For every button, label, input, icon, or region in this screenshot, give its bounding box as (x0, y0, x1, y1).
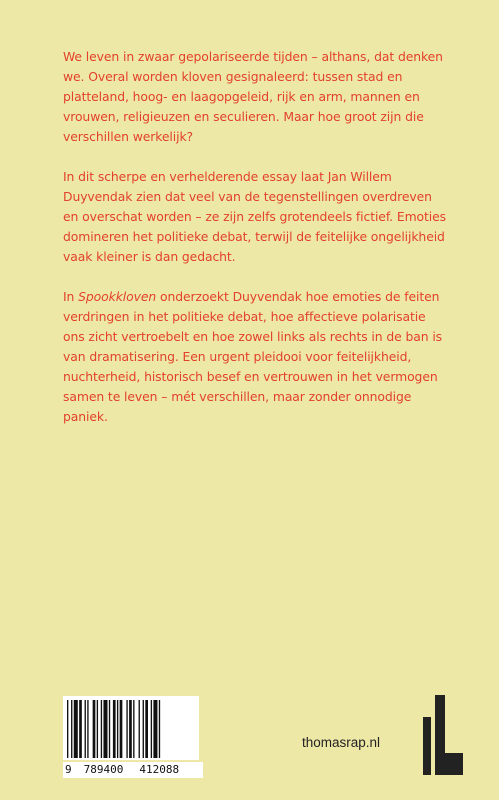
barcode-bar (159, 700, 160, 758)
barcode-bar (143, 700, 144, 758)
isbn-digits-right: 412088 (139, 763, 180, 776)
book-title-italic: Spookkloven (78, 289, 157, 304)
barcode-bar (79, 700, 82, 758)
barcode-bar (93, 700, 96, 758)
barcode-bar (85, 700, 86, 758)
blurb-paragraph-2: In dit scherpe en verhelderende essay laat Jan Willem Duyvendak zien dat veel van de tegenstellingen overdreven en overschat worden – ze zijn zelfs grotendeels fictief. Emoties domineren het politieke debat, terwijl de feitelijke ongelijkheid vaak kleiner is dan gedacht. (63, 169, 447, 264)
isbn-number (63, 762, 203, 778)
blurb-p3-prefix: In (63, 289, 79, 304)
barcode-bar (103, 700, 107, 758)
barcode-bar (153, 700, 157, 758)
barcode-bar (67, 700, 68, 758)
barcode-bar (97, 700, 98, 758)
barcode-bar (101, 700, 102, 758)
blurb-paragraph-1: We leven in zwaar gepolariseerde tijden – althans, dat denken we. Overal worden kloven gesignaleerd: tussen stad en platteland, hoog- en laagopgeleid, rijk en arm, mannen en vrouwen, religieuzen en seculieren. Maar hoe groot zijn die verschillen werkelijk? (63, 49, 443, 144)
barcode-bar (133, 700, 134, 758)
barcode-bar (129, 700, 132, 758)
blurb-text (63, 47, 448, 447)
isbn-barcode (63, 696, 199, 760)
barcode-bar (87, 700, 88, 758)
publisher-url: thomasrap.nl (302, 735, 381, 750)
blurb-p3-rest: onderzoekt Duyvendak hoe emoties de feiten verdringen in het politieke debat, hoe affectieve polarisatie ons zicht vertroebelt en hoe zowel links als rechts in de ban is van dramatisering. Een urgent pleidooi voor feitelijkheid, nuchterheid, historisch besef en vertrouwen in het vermogen samen te leven – mét verschillen, maar zonder onnodige paniek. (63, 289, 443, 424)
barcode-bar (74, 700, 78, 758)
barcode-bar (139, 700, 140, 758)
publisher-logo-icon (423, 695, 463, 775)
blurb-paragraph-3 (63, 287, 448, 427)
isbn-digits-left: 789400 (83, 763, 124, 776)
barcode-bar (126, 700, 127, 758)
barcode-bar (151, 700, 152, 758)
barcode-bars (63, 696, 199, 760)
barcode-bar (109, 700, 110, 758)
isbn-digit-first: 9 (65, 763, 72, 776)
barcode-bar (71, 700, 72, 758)
barcode-bar (117, 700, 118, 758)
barcode-bar (113, 700, 116, 758)
barcode-bar (120, 700, 123, 758)
barcode-bar (145, 700, 148, 758)
